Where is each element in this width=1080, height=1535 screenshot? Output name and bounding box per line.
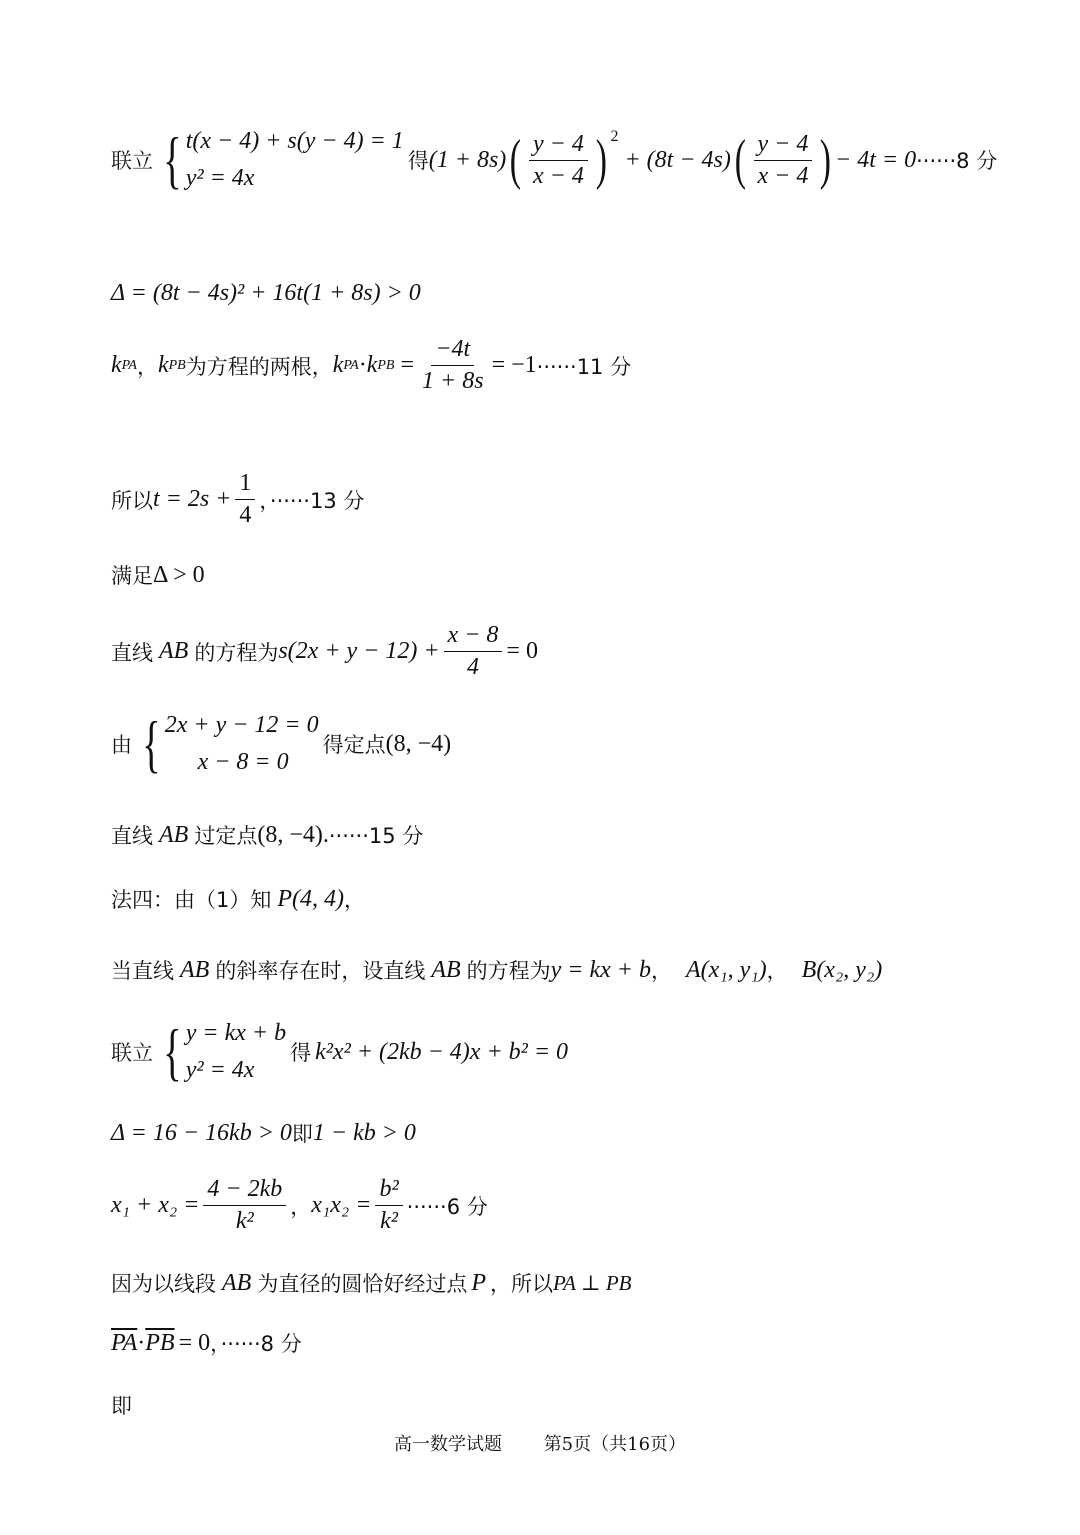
- text: 法四：由（1）知: [111, 888, 272, 912]
- denominator: x − 4: [757, 162, 809, 189]
- point: (8, −4).: [257, 821, 329, 848]
- brace-icon: {: [142, 708, 161, 779]
- expr: = 0: [506, 638, 538, 664]
- text: 所以: [111, 488, 153, 513]
- line-roots: [111, 336, 631, 395]
- score: ······6 分: [406, 1194, 488, 1219]
- paren-icon: (: [510, 129, 522, 191]
- text: 直线: [111, 640, 153, 665]
- fraction: [235, 470, 255, 529]
- expr: (1 + 8s): [428, 146, 507, 173]
- text: 得定点: [322, 733, 386, 757]
- expr: PA ⊥ PB: [553, 1270, 632, 1295]
- expr: = −1: [491, 352, 537, 378]
- subscript: PB: [168, 357, 186, 373]
- numerator: 1: [235, 470, 255, 500]
- paren-icon: (: [734, 129, 746, 191]
- score: ······11 分: [536, 354, 632, 379]
- text: 直线: [111, 824, 153, 848]
- equation-system: [136, 708, 319, 779]
- expr: x₁ + x₂ =: [111, 1192, 200, 1218]
- score: ，······13 分: [259, 488, 365, 513]
- var: k: [366, 352, 378, 378]
- score: ······8 分: [916, 149, 998, 173]
- line-fixed-system: [111, 708, 452, 779]
- text: 的斜率存在时，设直线: [215, 959, 426, 983]
- text: 得: [407, 149, 429, 173]
- line-ie: [111, 1390, 132, 1420]
- var: k: [157, 352, 169, 378]
- text: 当直线: [111, 959, 174, 983]
- var: k: [332, 352, 344, 378]
- text: 为方程的两根，: [185, 354, 333, 379]
- brace-icon: {: [163, 1016, 182, 1087]
- numerator: y − 4: [529, 131, 588, 161]
- fraction: [418, 336, 488, 395]
- score: ······15 分: [328, 824, 424, 848]
- subscript: PA: [343, 357, 359, 373]
- var: AB: [222, 1269, 252, 1296]
- text: ，: [290, 1194, 312, 1219]
- numerator: y − 4: [754, 131, 813, 161]
- point: (8, −4): [385, 730, 452, 757]
- fraction: [375, 1176, 402, 1235]
- expr: Δ = 16 − 16kb > 0: [111, 1119, 292, 1146]
- equation: 2x + y − 12 = 0: [164, 712, 319, 738]
- numerator: −4t: [431, 336, 474, 366]
- denominator: 1 + 8s: [422, 368, 484, 394]
- text: ，: [651, 959, 673, 983]
- expr: + (8t − 4s): [624, 146, 731, 173]
- expr: Δ = (8t − 4s)² + 16t(1 + 8s) > 0: [111, 280, 421, 306]
- text: 由: [111, 733, 132, 757]
- subscript: PB: [377, 357, 395, 373]
- line-ab-eq: [111, 622, 538, 681]
- text: 因为以线段: [111, 1272, 216, 1296]
- var: AB: [159, 821, 189, 848]
- text: 的方程为: [194, 640, 279, 665]
- line-t: [111, 470, 364, 529]
- text: ，: [766, 959, 788, 983]
- line-dot-product: [111, 1328, 302, 1358]
- text: 满足: [111, 564, 153, 588]
- expr: x₁x₂ =: [311, 1192, 372, 1218]
- equation: y² = 4x: [185, 165, 255, 191]
- text: ，所以: [490, 1272, 553, 1296]
- line-discriminant: [111, 1118, 416, 1148]
- var: AB: [431, 956, 461, 983]
- subscript: PA: [121, 357, 137, 373]
- text: 过定点: [194, 824, 258, 848]
- text: ，: [344, 888, 366, 912]
- var: AB: [159, 638, 189, 664]
- fraction: [754, 131, 813, 190]
- score: ，······8 分: [210, 1332, 302, 1356]
- point: A(x₁, y₁): [686, 956, 767, 983]
- brace-icon: {: [163, 124, 182, 195]
- fraction: [203, 1176, 286, 1235]
- text: ，: [136, 354, 158, 379]
- equals: =: [400, 352, 415, 378]
- var: AB: [180, 956, 210, 983]
- var: k: [111, 352, 122, 378]
- footer-page-number: 第5页（共16页）: [543, 1434, 687, 1455]
- denominator: k²: [380, 1208, 398, 1234]
- equation-system: [157, 124, 404, 195]
- paren-icon: ): [820, 129, 832, 191]
- line-satisfy: [111, 560, 205, 590]
- numerator: 4 − 2kb: [203, 1176, 286, 1206]
- expr: s(2x + y − 12) +: [278, 638, 440, 664]
- fraction: [529, 131, 588, 190]
- equation: y = kx + b: [185, 1020, 287, 1046]
- line-vieta: [111, 1176, 488, 1235]
- expr: y = kx + b: [550, 956, 652, 983]
- numerator: b²: [375, 1176, 402, 1206]
- text: 联立: [111, 149, 153, 173]
- fraction: [444, 622, 503, 681]
- line-system-2: [111, 1016, 569, 1087]
- expr: Δ > 0: [153, 561, 205, 588]
- denominator: x − 4: [532, 162, 584, 189]
- dot: ·: [137, 1329, 146, 1356]
- line-passes: [111, 820, 423, 850]
- text: 联立: [111, 1041, 153, 1065]
- line-method4: [111, 884, 365, 914]
- vector: $\overline{PB}$: [145, 1329, 175, 1356]
- footer-subject: 高一数学试题: [393, 1434, 502, 1455]
- line-system-1: [111, 124, 998, 195]
- vector: $\overline{PA}$: [111, 1329, 138, 1356]
- equation: t(x − 4) + s(y − 4) = 1: [185, 128, 404, 154]
- denominator: 4: [466, 654, 479, 680]
- text: 即: [111, 1394, 132, 1418]
- exponent: 2: [610, 128, 619, 145]
- var: P: [471, 1269, 486, 1296]
- text: 得: [290, 1041, 312, 1065]
- paren-icon: ): [595, 129, 607, 191]
- expr: 1 − kb > 0: [312, 1119, 416, 1146]
- expr: = 0: [178, 1329, 211, 1356]
- expr: t = 2s +: [153, 486, 232, 512]
- numerator: x − 8: [444, 622, 503, 652]
- equation-system: [157, 1016, 287, 1087]
- equation: y² = 4x: [185, 1057, 255, 1083]
- line-diameter: [111, 1268, 631, 1298]
- equation: x − 8 = 0: [197, 749, 289, 775]
- expr: − 4t = 0: [835, 146, 917, 173]
- denominator: 4: [239, 502, 252, 528]
- text: 即: [291, 1122, 313, 1146]
- point: B(x₂, y₂): [801, 956, 883, 983]
- line-delta: [111, 280, 421, 307]
- text: 的方程为: [466, 959, 551, 983]
- denominator: k²: [235, 1208, 254, 1234]
- line-slope: [111, 955, 882, 985]
- page-footer: [0, 1430, 1080, 1456]
- expr: k²x² + (2kb − 4)x + b² = 0: [315, 1038, 569, 1065]
- dot: ·: [358, 352, 367, 378]
- point: P(4, 4): [277, 885, 345, 912]
- text: 为直径的圆恰好经过点: [257, 1272, 468, 1296]
